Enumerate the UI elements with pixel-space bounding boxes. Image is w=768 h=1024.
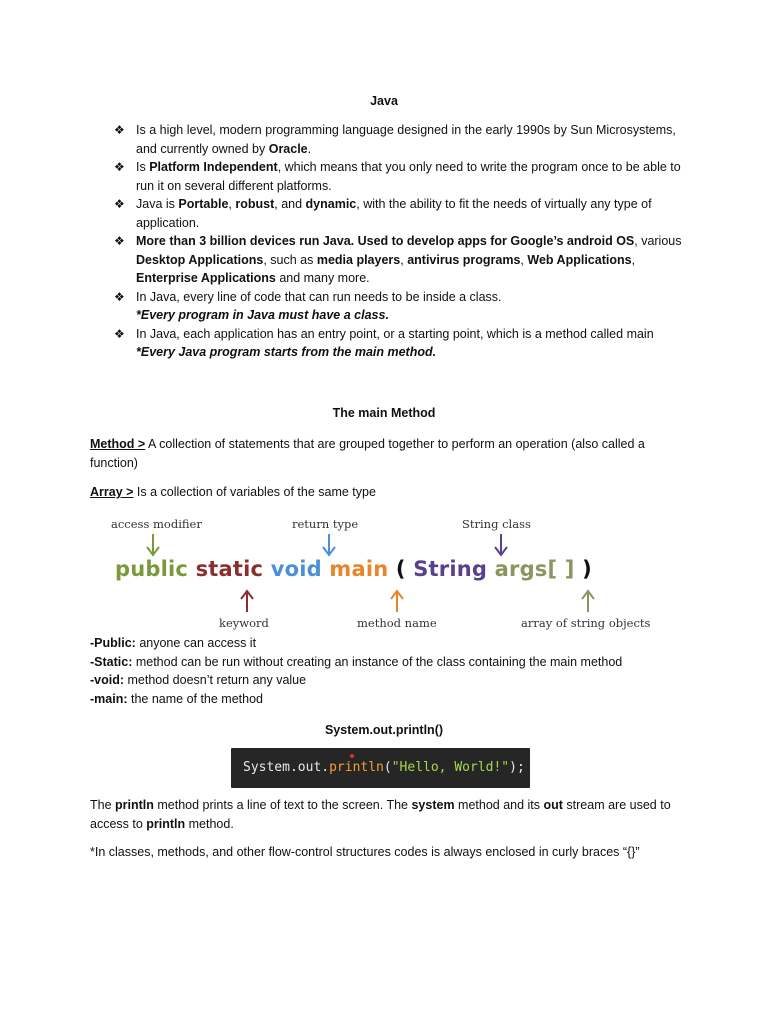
text-run: *Every Java program starts from the main method. xyxy=(136,345,437,359)
text-run: stream are used to access to xyxy=(90,798,671,831)
text-run: , xyxy=(228,197,236,211)
text-run: , xyxy=(631,252,636,267)
text-run: . xyxy=(307,141,312,156)
diamond-bullet-icon: ❖ xyxy=(114,197,125,211)
definition-text: method can be run without creating an instance of the class containing the main method xyxy=(132,654,623,669)
label-return-type: return type xyxy=(292,517,359,531)
signature-token: ) xyxy=(574,557,592,581)
code-line xyxy=(243,759,525,778)
keyword-definitions xyxy=(90,634,690,708)
text-run: More than 3 billion devices run Java. Used to develop apps for Google’s android OS xyxy=(136,234,635,248)
text-run: Web Applications xyxy=(527,252,632,267)
breakpoint-dot-icon xyxy=(350,754,354,758)
definition-text: method doesn’t return any value xyxy=(124,673,307,687)
curly-braces-note: *In classes, methods, and other flow-control structures codes is always enclosed in curly braces “{}” xyxy=(90,845,640,859)
text-run: println xyxy=(146,816,186,831)
text-run: out xyxy=(543,798,563,812)
text-run: , various xyxy=(634,234,682,248)
signature-token: String xyxy=(413,557,488,581)
text-run: The xyxy=(90,798,116,812)
arrow-up-icon-method-name xyxy=(389,588,405,614)
text-run: Platform Independent xyxy=(149,160,278,174)
arrow-up-icon-keyword xyxy=(239,588,255,614)
main-method-signature xyxy=(115,557,592,581)
text-run: system xyxy=(411,798,455,812)
diamond-bullet-icon: ❖ xyxy=(114,123,125,137)
method-term: Method > xyxy=(90,437,146,451)
array-definition xyxy=(90,483,680,502)
text-run: , such as xyxy=(263,252,317,267)
definition-row xyxy=(90,671,690,690)
code-token: "Hello, World!" xyxy=(391,760,510,775)
definition-term: -void: xyxy=(90,673,125,687)
method-definition xyxy=(90,435,680,472)
signature-token: public xyxy=(115,557,189,581)
text-run: method. xyxy=(185,816,234,831)
println-heading: System.out.println() xyxy=(324,723,444,737)
text-run: method prints a line of text to the screen. The xyxy=(153,798,412,812)
definition-row xyxy=(90,690,690,709)
page-title: Java xyxy=(370,94,398,108)
bullet-item xyxy=(114,325,684,362)
code-token: println xyxy=(329,760,384,775)
text-run: method and its xyxy=(454,798,544,812)
signature-token xyxy=(487,557,495,581)
text-run: Is a high level, modern programming language designed in the early 1990s by Sun Microsystems, and currently owned by xyxy=(136,123,676,156)
signature-token: ( xyxy=(388,557,414,581)
code-token: ( xyxy=(383,760,392,775)
code-token: System.out. xyxy=(243,760,330,775)
method-definition-text: A collection of statements that are grouped together to perform an operation (also called a function) xyxy=(90,437,645,470)
text-run: Desktop Applications xyxy=(136,252,264,267)
code-snippet xyxy=(231,748,530,788)
diamond-bullet-icon: ❖ xyxy=(114,289,125,304)
text-run: , xyxy=(520,252,528,267)
definition-text: the name of the method xyxy=(127,691,264,706)
text-run: media players xyxy=(316,252,401,267)
text-run: and many more. xyxy=(275,271,370,285)
signature-token: static xyxy=(195,557,264,581)
diamond-bullet-icon: ❖ xyxy=(114,326,125,341)
text-run: antivirus programs xyxy=(407,252,521,267)
signature-token xyxy=(263,557,271,581)
definition-text: anyone can access it xyxy=(135,636,257,650)
text-run: , which means that you only need to write the program once to be able to run it on several different platforms. xyxy=(136,160,681,193)
text-run: Is xyxy=(136,160,150,174)
text-run: In Java, every line of code that can run needs to be inside a class. xyxy=(136,289,502,304)
definition-term: -Static: xyxy=(90,654,133,669)
text-run: Java is xyxy=(136,197,179,211)
arrow-down-icon-access-modifier xyxy=(145,532,161,558)
text-run: In Java, each application has an entry point, or a starting point, which is a method called main xyxy=(136,326,654,341)
bullet-item xyxy=(114,232,684,288)
text-run: println xyxy=(115,798,154,812)
code-token: ); xyxy=(509,760,525,775)
signature-token: main xyxy=(329,557,389,581)
text-run: , and xyxy=(274,197,306,211)
arrow-down-icon-string-class xyxy=(493,532,509,558)
definition-term: -main: xyxy=(90,691,128,706)
java-bullet-list xyxy=(114,121,684,362)
label-array-of-string-objects: array of string objects xyxy=(521,616,651,630)
bullet-item xyxy=(114,288,684,325)
label-access-modifier: access modifier xyxy=(111,517,202,531)
array-definition-text: Is a collection of variables of the same type xyxy=(133,485,376,499)
main-method-signature-diagram xyxy=(95,512,685,632)
bullet-item xyxy=(114,158,684,195)
text-run: Enterprise Applications xyxy=(136,271,276,285)
text-run: robust xyxy=(235,197,275,211)
label-method-name: method name xyxy=(357,616,437,630)
signature-token: args[ ] xyxy=(494,557,575,581)
array-term: Array > xyxy=(90,485,134,499)
bullet-item xyxy=(114,195,684,232)
diamond-bullet-icon: ❖ xyxy=(114,160,125,174)
println-paragraph xyxy=(90,796,690,833)
definition-term: -Public: xyxy=(90,636,136,650)
text-run: Portable xyxy=(178,197,229,211)
arrow-down-icon-return-type xyxy=(321,532,337,558)
definition-row xyxy=(90,653,690,672)
arrow-up-icon-array-of-string-objects xyxy=(580,588,596,614)
label-keyword: keyword xyxy=(219,616,269,630)
label-string-class: String class xyxy=(462,517,531,531)
text-run: , with the ability to fit the needs of virtually any type of application. xyxy=(136,197,652,230)
signature-token xyxy=(188,557,196,581)
bullet-item xyxy=(114,121,684,158)
main-method-heading: The main Method xyxy=(332,406,436,420)
text-run: Oracle xyxy=(268,141,308,156)
text-run: dynamic xyxy=(305,197,357,211)
signature-token: void xyxy=(270,557,322,581)
text-run: , xyxy=(400,252,408,267)
text-run: *Every program in Java must have a class. xyxy=(136,308,389,322)
definition-row xyxy=(90,634,690,653)
diamond-bullet-icon: ❖ xyxy=(114,234,125,248)
